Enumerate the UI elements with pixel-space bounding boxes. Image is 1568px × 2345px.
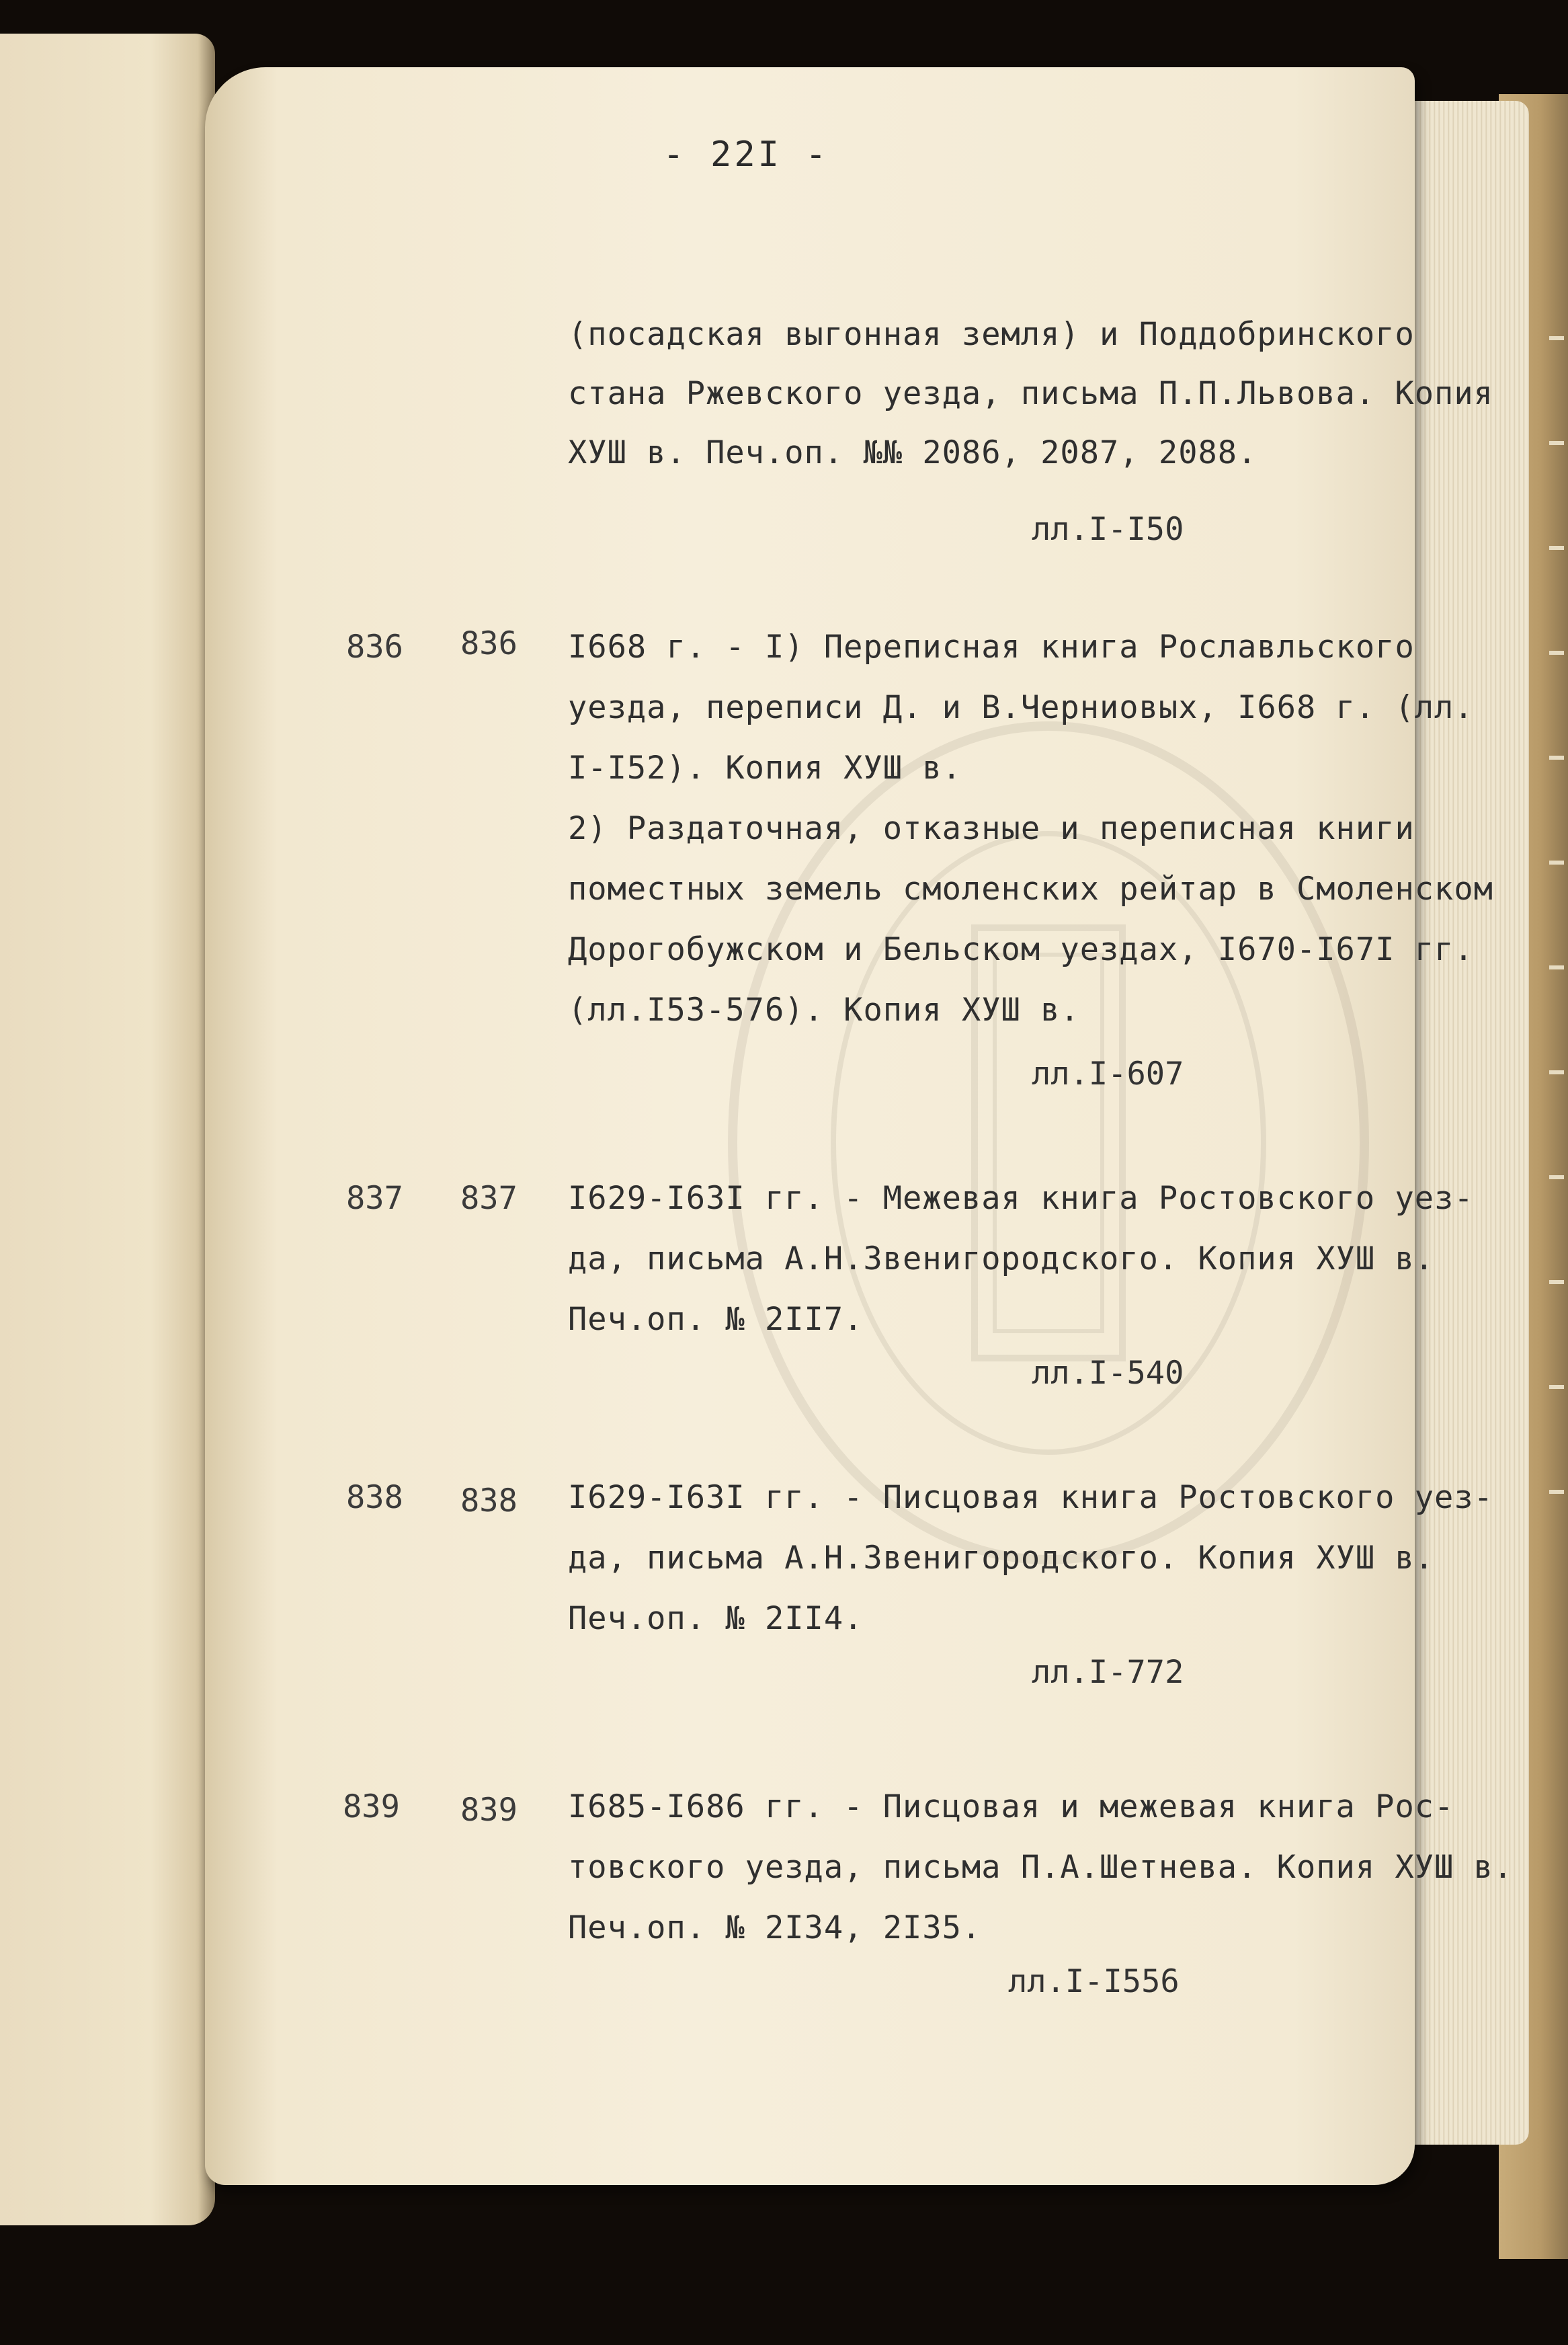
continuation-line-2: стана Ржевского уезда, письма П.П.Львова. Копия <box>568 375 1493 412</box>
continuation-line-3: ХУШ в. Печ.оп. №№ 2086, 2087, 2088. <box>568 434 1257 471</box>
entry-839-number-b: 839 <box>460 1792 518 1829</box>
entry-836-line-6: Дорогобужском и Бельском уездах, I670-I67I гг. <box>568 931 1474 968</box>
entry-836-line-7: (лл.I53-576). Копия ХУШ в. <box>568 992 1080 1029</box>
entry-836-line-4: 2) Раздаточная, отказные и переписная книги <box>568 810 1415 847</box>
continuation-line-1: (посадская выгонная земля) и Поддобринского <box>568 316 1415 353</box>
entry-839-line-1: I685-I686 гг. - Писцовая и межевая книга Рос- <box>568 1788 1454 1825</box>
cover-markings <box>1549 336 1568 1614</box>
entry-838-number-a: 838 <box>346 1479 403 1516</box>
entry-838-line-1: I629-I63I гг. - Писцовая книга Ростовского уез- <box>568 1479 1493 1516</box>
entry-837-line-3: Печ.оп. № 2II7. <box>568 1301 864 1338</box>
left-page <box>0 34 215 2225</box>
entry-836-folios: лл.I-607 <box>1032 1056 1184 1092</box>
entry-838-folios: лл.I-772 <box>1032 1654 1184 1691</box>
continuation-folios: лл.I-I50 <box>1032 511 1184 548</box>
entry-837-line-2: да, письма А.Н.Звенигородского. Копия ХУШ в. <box>568 1240 1435 1277</box>
entry-838-line-3: Печ.оп. № 2II4. <box>568 1600 864 1637</box>
page-number: - 22I - <box>663 134 829 175</box>
entry-839-line-3: Печ.оп. № 2I34, 2I35. <box>568 1909 982 1946</box>
entry-836-line-2: уезда, переписи Д. и В.Черниовых, I668 г. (лл. <box>568 689 1474 726</box>
entry-837-number-b: 837 <box>460 1180 518 1217</box>
entry-839-number-a: 839 <box>343 1788 400 1825</box>
entry-837-line-1: I629-I63I гг. - Межевая книга Ростовского уез- <box>568 1180 1474 1217</box>
entry-836-line-5: поместных земель смоленских рейтар в Смоленском <box>568 871 1493 908</box>
entry-836-line-1: I668 г. - I) Переписная книга Рославльского <box>568 629 1415 666</box>
entry-838-line-2: да, письма А.Н.Звенигородского. Копия ХУШ в. <box>568 1540 1435 1577</box>
entry-836-number-a: 836 <box>346 629 403 666</box>
entry-839-folios: лл.I-I556 <box>1008 1963 1180 2000</box>
entry-837-number-a: 837 <box>346 1180 403 1217</box>
entry-836-number-b: 836 <box>460 625 518 662</box>
entry-836-line-3: I-I52). Копия ХУШ в. <box>568 750 962 787</box>
entry-838-number-b: 838 <box>460 1482 518 1519</box>
entry-839-line-2: товского уезда, письма П.А.Шетнева. Копия ХУШ в. <box>568 1849 1514 1886</box>
entry-837-folios: лл.I-540 <box>1032 1355 1184 1392</box>
